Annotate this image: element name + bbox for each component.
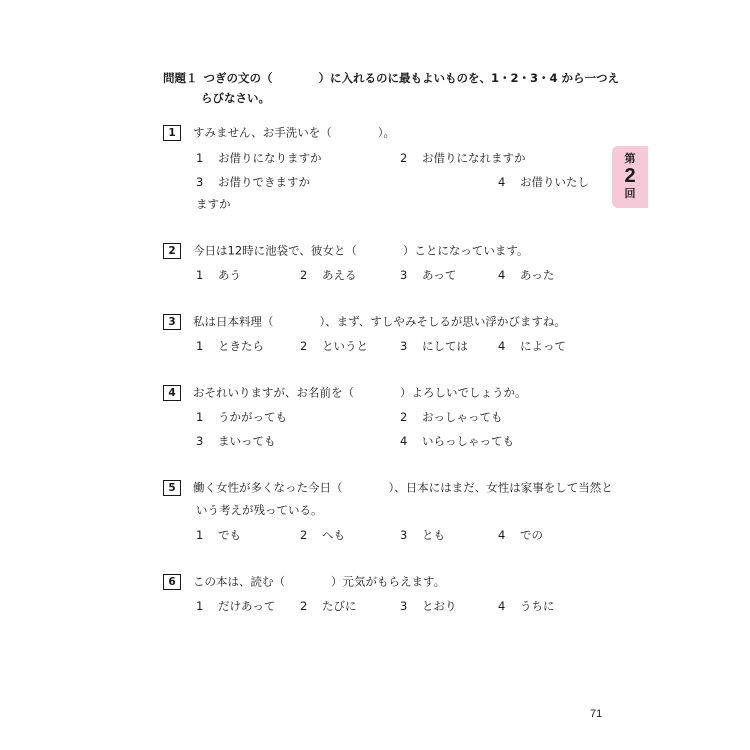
option-3[interactable]: 3 とおり (400, 599, 457, 613)
question-stem: 今日は12時に池袋で、彼女と（ ）ことになっています。 (193, 243, 529, 258)
option-3[interactable]: 3 にしては (400, 339, 468, 353)
question-number: 1 (163, 125, 181, 141)
option-3[interactable]: 3 あって (400, 268, 457, 282)
session-tab-prefix: 第 (624, 152, 636, 165)
question-stem-row (163, 572, 445, 590)
option-1[interactable]: 1 でも (196, 528, 241, 542)
question-stem-row (163, 478, 613, 496)
option-1[interactable]: 1 お借りになりますか (196, 151, 322, 165)
question-stem: この本は、読む（ ）元気がもらえます。 (193, 574, 446, 589)
option-4[interactable]: 4 お借りいたし (498, 175, 589, 189)
instruction-line-1 (163, 68, 620, 88)
option-4[interactable]: 4 うちに (498, 599, 555, 613)
option-2[interactable]: 2 おっしゃっても (400, 410, 503, 424)
option-1[interactable]: 1 だけあって (196, 599, 276, 613)
option-1[interactable]: 1 うかがっても (196, 410, 287, 424)
question-number: 2 (163, 243, 181, 259)
option-2[interactable]: 2 お借りになれますか (400, 151, 526, 165)
question-stem: すみません、お手洗いを（ ）。 (193, 125, 395, 140)
option-3[interactable]: 3 まいっても (196, 434, 276, 448)
instruction-text: つぎの文の（ ）に入れるのに最もよいものを、1・2・3・4 から一つえ (203, 71, 620, 85)
option-4[interactable]: 4 によって (498, 339, 566, 353)
option-2[interactable]: 2 へも (300, 528, 345, 542)
question-stem-row (163, 383, 527, 401)
instruction-label: 問題１ (163, 71, 198, 85)
question-stem: おそれいりますが、お名前を（ ）よろしいでしょうか。 (193, 385, 527, 400)
question-stem-continuation: いう考えが残っている。 (196, 503, 323, 517)
session-tab (612, 146, 648, 208)
question-number: 3 (163, 314, 181, 330)
question-number: 5 (163, 480, 181, 496)
option-2[interactable]: 2 あえる (300, 268, 357, 282)
question-stem-row (163, 241, 528, 259)
option-3[interactable]: 3 とも (400, 528, 445, 542)
session-tab-number: 2 (624, 165, 636, 187)
option-1[interactable]: 1 ときたら (196, 339, 264, 353)
question-stem-row (163, 312, 566, 330)
session-tab-suffix: 回 (624, 187, 636, 200)
option-4[interactable]: 4 あった (498, 268, 555, 282)
option-2[interactable]: 2 というと (300, 339, 368, 353)
option-2[interactable]: 2 たびに (300, 599, 357, 613)
question-number: 6 (163, 574, 181, 590)
option-1[interactable]: 1 あう (196, 268, 241, 282)
option-4[interactable]: 4 での (498, 528, 543, 542)
option-3[interactable]: 3 お借りできますか (196, 175, 310, 189)
question-stem: 私は日本料理（ ）、まず、すしやみそしるが思い浮かびますね。 (193, 314, 566, 329)
option-4[interactable]: 4 いらっしゃっても (400, 434, 514, 448)
question-stem-row (163, 123, 395, 141)
question-number: 4 (163, 385, 181, 401)
option-4-continuation: ますか (196, 197, 231, 211)
instruction-line-2: らびなさい。 (201, 91, 270, 105)
page-number: 71 (590, 708, 603, 720)
question-stem: 働く女性が多くなった今日（ ）、日本にはまだ、女性は家事をして当然と (193, 480, 613, 495)
instruction (163, 68, 620, 105)
